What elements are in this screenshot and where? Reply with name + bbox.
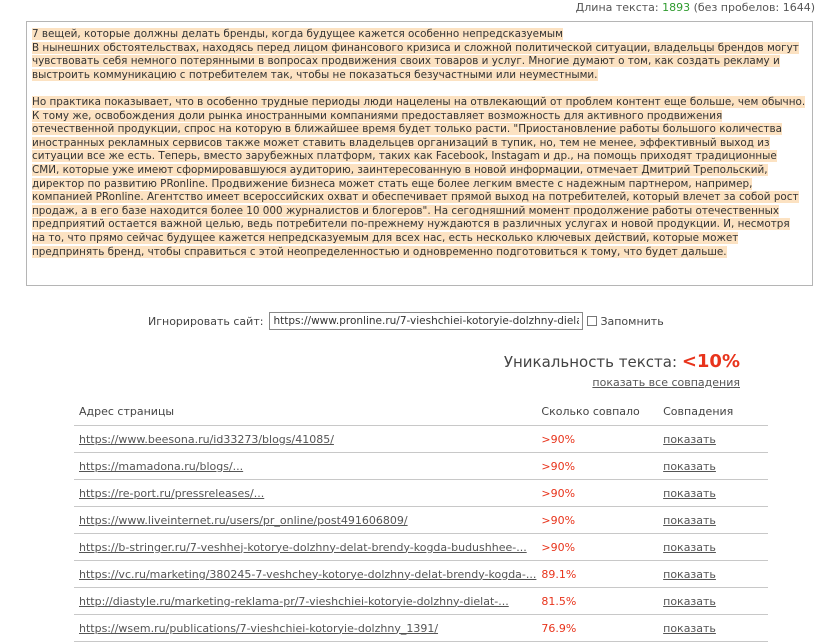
highlighted-text: 7 вещей, которые должны делать бренды, когда будущее кажется особенно непредсказуемым В нынешних обстоятельствах, находясь перед лицом финансового кризиса и сложной политической ситуации, владельцы брендов могут чувствовать себя немного потерянными в вопросах продвижения своих товаров и услуг. Многие думают о том, как создать рекламу и выстроить коммуникацию с потребителем так, чтобы не показаться безучастными или неуместными. [32, 28, 799, 81]
text-length-no-spaces: (без пробелов: 1644) [693, 1, 815, 14]
table-row [74, 615, 768, 642]
ignore-site-input[interactable] [269, 312, 583, 330]
uniqueness-result [504, 351, 740, 372]
match-percent: >90% [536, 480, 658, 507]
match-url-link[interactable]: http://diastyle.ru/marketing-reklama-pr/7-vieshchiei-kotoryie-dolzhny-dielat-... [79, 594, 509, 608]
show-match-link[interactable]: показать [663, 540, 716, 554]
match-url-link[interactable]: https://re-port.ru/pressreleases/... [79, 486, 265, 500]
ignore-site-label: Игнорировать сайт: [148, 314, 264, 328]
text-paragraph-2 [32, 96, 806, 259]
show-all-matches-link[interactable]: показать все совпадения [592, 376, 740, 389]
match-percent: >90% [536, 453, 658, 480]
match-url-link[interactable]: https://www.beesona.ru/id33273/blogs/41085/ [79, 432, 334, 446]
table-row [74, 426, 768, 453]
show-match-link[interactable]: показать [663, 486, 716, 500]
match-percent: 89.1% [536, 561, 658, 588]
match-url-link[interactable]: https://wsem.ru/publications/7-vieshchiei-kotoryie-dolzhny_1391/ [79, 621, 439, 635]
column-header-match-percent: Сколько совпало [536, 398, 658, 426]
match-url-link[interactable]: https://vc.ru/marketing/380245-7-veshchey-kotorye-dolzhny-delat-brendy-kogda-... [79, 567, 537, 581]
checked-text-area[interactable] [26, 21, 813, 286]
match-percent: 76.9% [536, 615, 658, 642]
uniqueness-value: <10% [681, 351, 740, 372]
show-match-link[interactable]: показать [663, 432, 716, 446]
table-header-row [74, 398, 768, 426]
text-length-label: Длина текста: [575, 1, 659, 14]
uniqueness-label: Уникальность текста: [503, 353, 678, 371]
match-url-link[interactable]: https://mamadona.ru/blogs/... [79, 459, 244, 473]
show-match-link[interactable]: показать [663, 594, 716, 608]
show-match-link[interactable]: показать [663, 567, 716, 581]
show-match-link[interactable]: показать [663, 513, 716, 527]
column-header-matches: Совпадения [658, 398, 768, 426]
table-row [74, 453, 768, 480]
match-url-link[interactable]: https://b-stringer.ru/7-veshhej-kotorye-dolzhny-delat-brendy-kogda-budushhee-... [79, 540, 527, 554]
show-match-link[interactable]: показать [663, 621, 716, 635]
table-row [74, 561, 768, 588]
text-length-stats [576, 1, 815, 14]
ignore-site-row [148, 311, 664, 331]
match-percent: >90% [536, 507, 658, 534]
table-row [74, 507, 768, 534]
highlighted-text: Но практика показывает, что в особенно трудные периоды люди нацелены на отвлекающий от проблем контент еще больше, чем обычно. К тому же, освобождения доли рынка иностранными компаниями предоставляет возможность для активного продвижения отечественной продукции, спрос на которую в ближайшее время будет только расти. "Приостановление работы большого количества иностранных рекламных сервисов также может ставить владельцев организаций в тупик, но, тем не менее, эффективный выход из ситуации все же есть. Теперь, вместо зарубежных платформ, таких как Facebook, Instagam и др., на помощь приходят традиционные СМИ, которые уже имеют сформировавшуюся аудиторию, заинтересованную в новой информации, отмечает Дмитрий Трепольский, директор по развитию PRonline. Продвижение бизнеса может стать еще более легким вместе с надежным партнером, например, компанией PRonline. Агентство имеет всероссийских охват и обеспечивает прямой выход на потребителей, который влечет за собой рост продаж, а в его базе находится более 10 000 журналистов и блогеров". На сегодняшний момент продолжение работы отечественных предприятий остается важной целью, ведь потребители по-прежнему нуждаются в различных услугах и новой продукции. И, несмотря на то, что прямо сейчас будущее кажется непредсказуемым для всех нас, есть несколько ключевых действий, которые может предпринять бренд, чтобы справиться с этой неопределенностью и одновременно подготовиться к тому, что будет дальше. [32, 95, 806, 258]
remember-checkbox[interactable] [587, 316, 597, 326]
match-percent: >90% [536, 426, 658, 453]
table-row [74, 588, 768, 615]
match-url-link[interactable]: https://www.liveinternet.ru/users/pr_online/post491606809/ [79, 513, 408, 527]
remember-label[interactable]: Запомнить [600, 314, 664, 328]
column-header-url: Адрес страницы [74, 398, 536, 426]
match-percent: 81.5% [536, 588, 658, 615]
text-paragraph-1 [32, 28, 806, 82]
table-row [74, 480, 768, 507]
matches-table [74, 398, 768, 642]
match-percent: >90% [536, 534, 658, 561]
text-length-value: 1893 [662, 1, 691, 14]
show-match-link[interactable]: показать [663, 459, 716, 473]
table-row [74, 534, 768, 561]
